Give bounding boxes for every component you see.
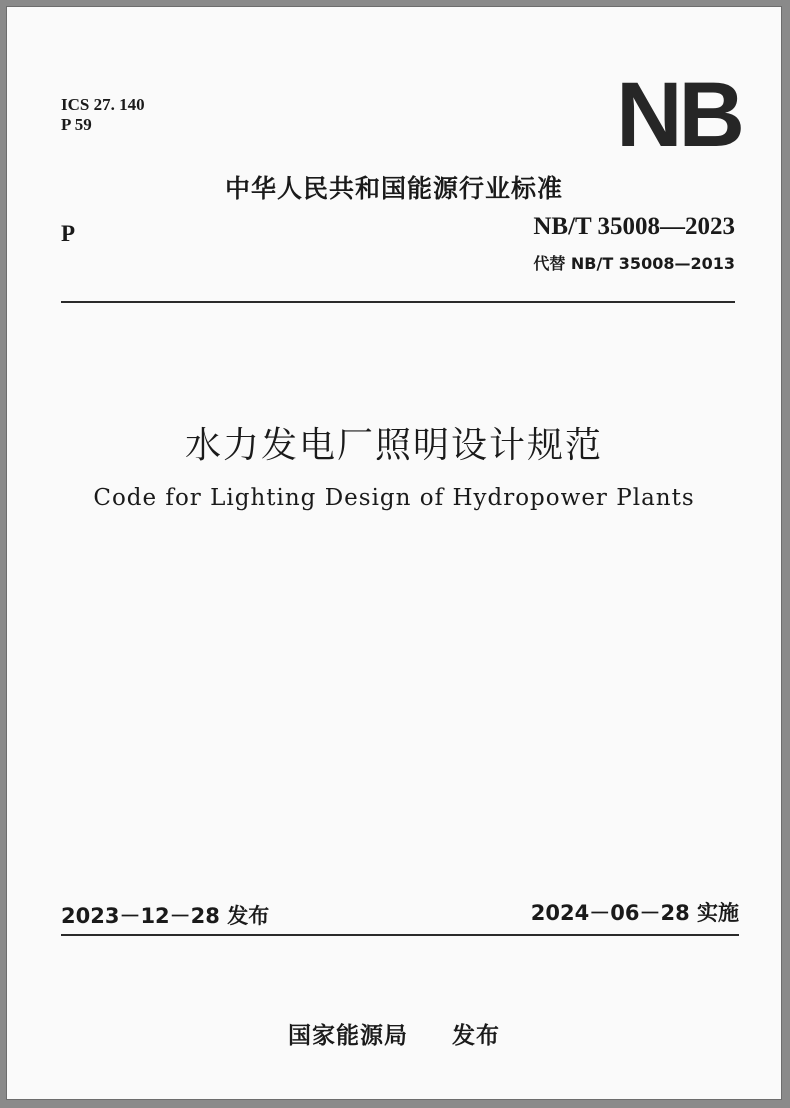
category-letter: P [61, 221, 76, 246]
standard-cover-page [6, 6, 782, 1100]
top-divider [61, 301, 735, 303]
bottom-divider [61, 934, 739, 936]
replaces-standard: 代替 NB/T 35008—2013 [533, 254, 735, 273]
standard-number: NB/T 35008—2023 [533, 213, 735, 240]
classification-codes [61, 95, 145, 135]
ics-code: ICS 27. 140 [61, 95, 145, 114]
effective-date: 2024－06－28 实施 [530, 901, 739, 925]
nb-logo: NB [616, 64, 741, 166]
publisher-line [7, 1017, 781, 1050]
title-english: Code for Lighting Design of Hydropower Plants [93, 485, 695, 511]
publisher-action: 发布 [452, 1023, 500, 1049]
title-chinese: 水力发电厂照明设计规范 [184, 425, 603, 466]
publisher-name: 国家能源局 [288, 1023, 408, 1049]
issue-date: 2023－12－28 发布 [61, 904, 270, 928]
p-code: P 59 [61, 115, 92, 134]
issuer-heading: 中华人民共和国能源行业标准 [224, 174, 563, 203]
